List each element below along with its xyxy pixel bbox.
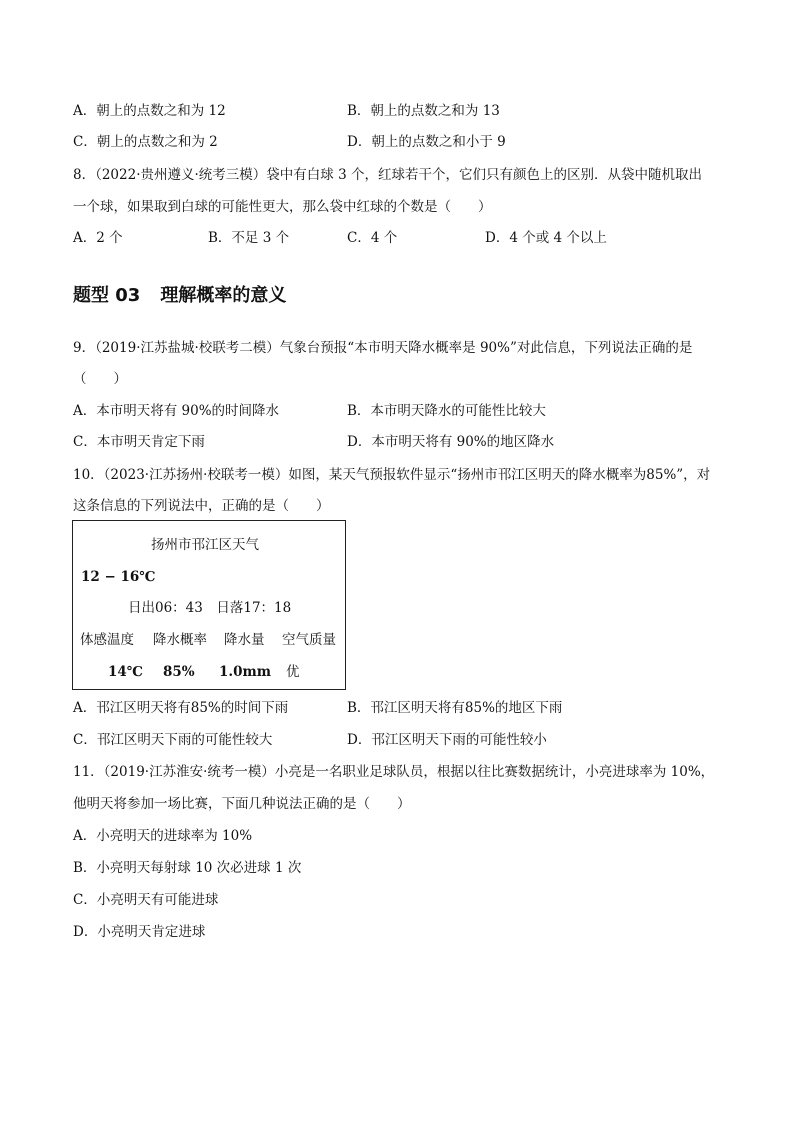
q7-option-c: C．朝上的点数之和为 2 — [73, 134, 218, 150]
section-title: 理解概率的意义 — [160, 285, 287, 306]
q10-option-d: D．邗江区明天下雨的可能性较小 — [347, 732, 547, 748]
q8-option-c: C．4 个 — [347, 230, 398, 246]
section-label: 题型 03 — [73, 285, 141, 306]
q7-option-a: A．朝上的点数之和为 12 — [73, 103, 226, 119]
q11-stem-line1: 11．（2019·江苏淮安·统考一模）小亮是一名职业足球队员，根据以往比赛数据统计，小亮进球率为 10%， — [73, 764, 715, 780]
q8-option-d: D．4 个或 4 个以上 — [485, 230, 607, 246]
weather-value-air-quality: 优 — [286, 664, 300, 680]
q9-stem-line1: 9．（2019·江苏盐城·校联考二模）气象台预报“本市明天降水概率是 90%”对此信息，下列说法正确的是 — [73, 340, 693, 356]
q10-option-c: C．邗江区明天下雨的可能性较大 — [73, 732, 273, 748]
weather-temp-range: 12 − 16℃ — [81, 569, 156, 585]
weather-value-precip-prob: 85% — [163, 664, 195, 680]
weather-info-box — [72, 520, 346, 690]
q8-stem-line1: 8．（2022·贵州遵义·统考三模）袋中有白球 3 个，红球若干个，它们只有颜色上的区别．从袋中随机取出 — [73, 167, 702, 183]
q8-option-b: B．不足 3 个 — [208, 230, 290, 246]
q10-stem-line2: 这条信息的下列说法中，正确的是（ ） — [73, 498, 330, 514]
q9-option-b: B．本市明天降水的可能性比较大 — [347, 403, 546, 419]
q7-option-b: B．朝上的点数之和为 13 — [347, 103, 500, 119]
q11-option-b: B．小亮明天每射球 10 次必进球 1 次 — [73, 860, 302, 876]
q9-option-c: C．本市明天肯定下雨 — [73, 434, 205, 450]
q11-option-a: A．小亮明天的进球率为 10% — [73, 828, 253, 844]
q10-option-b: B．邗江区明天将有85%的地区下雨 — [347, 700, 563, 716]
q8-stem-line2: 一个球，如果取到白球的可能性更大，那么袋中红球的个数是（ ） — [73, 199, 492, 215]
q11-stem-line2: 他明天将参加一场比赛，下面几种说法正确的是（ ） — [73, 796, 411, 812]
q11-option-d: D．小亮明天肯定进球 — [73, 924, 206, 940]
weather-header-air-quality: 空气质量 — [282, 632, 336, 648]
q9-option-a: A．本市明天将有 90%的时间降水 — [73, 403, 280, 419]
weather-header-precip-prob: 降水概率 — [153, 632, 207, 648]
weather-value-feels-like: 14℃ — [108, 664, 143, 680]
q11-option-c: C．小亮明天有可能进球 — [73, 892, 219, 908]
q7-option-d: D．朝上的点数之和小于 9 — [347, 134, 506, 150]
q8-option-a: A．2 个 — [73, 230, 123, 246]
weather-title: 扬州市邗江区天气 — [151, 537, 259, 553]
q10-option-a: A．邗江区明天将有85%的时间下雨 — [73, 700, 289, 716]
q9-option-d: D．本市明天将有 90%的地区降水 — [347, 434, 555, 450]
q10-stem-line1: 10．（2023·江苏扬州·校联考一模）如图，某天气预报软件显示“扬州市邗江区明天的降水概率为85%”，对 — [73, 467, 711, 483]
weather-sunrise-sunset: 日出06：43 日落17：18 — [128, 600, 292, 616]
section-heading — [73, 281, 286, 307]
weather-header-feels-like: 体感温度 — [80, 632, 134, 648]
weather-header-precip-amount: 降水量 — [224, 632, 265, 648]
weather-value-precip-amount: 1.0mm — [219, 664, 272, 680]
q9-stem-line2: （ ） — [73, 371, 127, 387]
